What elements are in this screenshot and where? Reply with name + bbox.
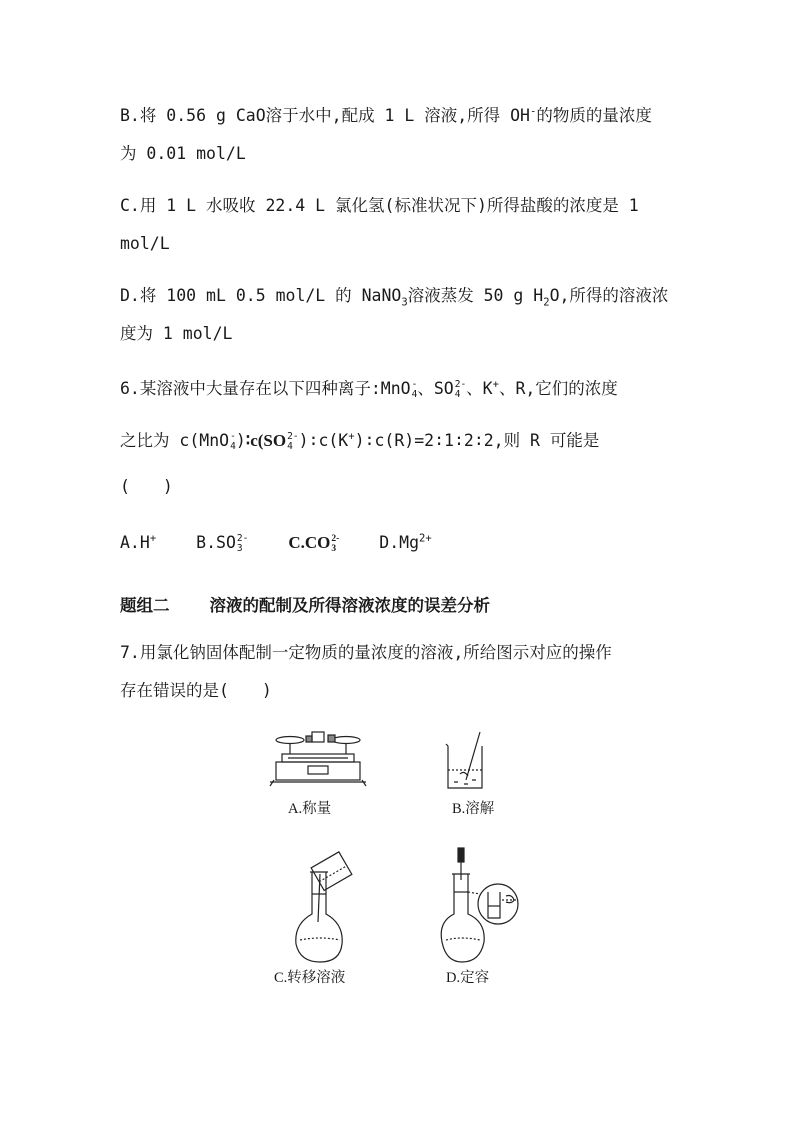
figure-d-caption: D.定容 [446,970,490,986]
so4-charge-2: 2- 4 [287,430,299,452]
figure-b-caption: B.溶解 [452,801,495,817]
question-6-answer-paren: ( ) [120,477,173,496]
question-7-line-1: 7.用氯化钠固体配制一定物质的量浓度的溶液,所给图示对应的操作 [120,643,612,662]
option-b-line-2: 为 0.01 mol/L [120,144,246,163]
figure-c-caption: C.转移溶液 [274,970,346,986]
question-6-line-2: 之比为 c(MnO - 4 )∶c(SO 2- 4 )∶c(K+)∶c(R)=2∶1∶2∶2,则 R 可能是 [120,430,600,452]
volume-figure [440,848,522,964]
option-c: C.CO 2- 3 [288,533,340,555]
figure-a-caption: A.称量 [288,801,332,817]
option-b: B.SO 2- 3 [196,532,249,554]
mno4-charge-2: - 4 [230,430,236,452]
so4-charge: 2- 4 [454,378,467,400]
option-d: $D.Mg^{2+}$ [379,532,432,552]
option-c-line-1: C.用 1 L 水吸收 22.4 L 氯化氢(标准状况下)所得盐酸的浓度是 1 [120,196,639,215]
section-heading: 题组二 溶液的配制及所得溶液浓度的误差分析 [120,596,490,615]
option-a: A.H+ [120,532,157,552]
option-c-line-2: mol/L [120,234,170,253]
question-7-line-2: 存在错误的是( ) [120,681,272,700]
mno4-charge: - 4 [411,378,418,400]
option-d-line-1: D.将 100 mL 0.5 mol/L 的 NaNO$_3$溶液蒸发 50 g $H_2O$,所得的溶液浓 [120,286,669,309]
beaker-figure [444,730,494,792]
option-b-line-1: B.将 0.56 g CaO溶于水中,配成 1 L 溶液,所得 OH-的物质的量浓度 [120,105,652,125]
question-6-line-1: 6.某溶液中大量存在以下四种离子:MnO - 4 、SO 2- 4 、K+、R,它们的浓度 [120,378,618,400]
transfer-figure [292,852,362,964]
question-6-options [120,532,472,554]
option-d-line-2: 度为 1 mol/L [120,324,233,343]
balance-figure [268,730,368,792]
